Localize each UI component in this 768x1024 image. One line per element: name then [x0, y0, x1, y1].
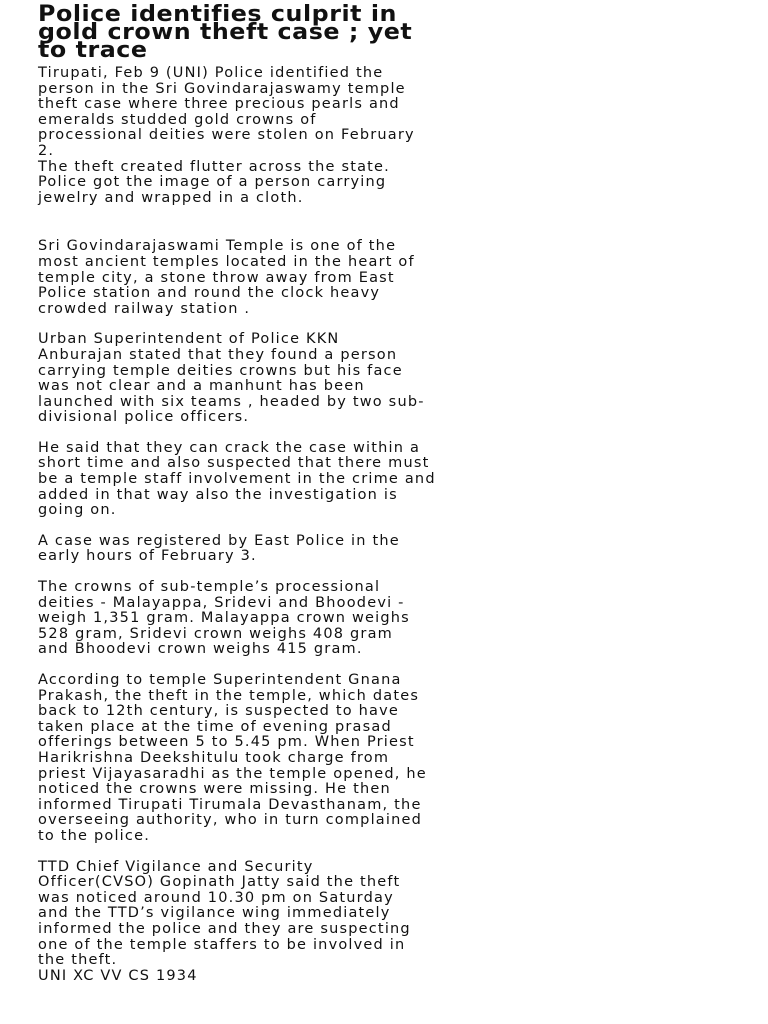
paragraph-line: jewelry and wrapped in a cloth.	[38, 189, 304, 206]
article-headline	[38, 2, 718, 63]
paragraph-line: noticed the crowns were missing. He then	[38, 781, 391, 798]
paragraph-line: most ancient temples located in the heart of	[38, 253, 415, 270]
paragraph-line: be a temple staff involvement in the crime and	[38, 471, 436, 488]
paragraph-line: carrying temple deities crowns but his face	[38, 362, 403, 379]
headline-line: to trace	[38, 38, 148, 63]
article-paragraph	[38, 534, 728, 565]
paragraph-line: added in that way also the investigation is	[38, 486, 398, 503]
paragraph-line: According to temple Superintendent Gnana	[38, 672, 402, 688]
article-paragraph	[38, 66, 728, 206]
paragraph-line: UNI XC VV CS 1934	[38, 967, 198, 984]
paragraph-line: was not clear and a manhunt has been	[38, 378, 365, 395]
paragraph-line: Sri Govindarajaswami Temple is one of the	[38, 238, 397, 255]
paragraph-line: Urban Superintendent of Police KKN	[38, 331, 340, 348]
paragraph-line: Tirupati, Feb 9 (UNI) Police identified the	[38, 65, 384, 81]
paragraph-line: Police station and round the clock heavy	[38, 285, 381, 302]
paragraph-line: TTD Chief Vigilance and Security	[38, 858, 314, 875]
paragraph-line: Anburajan stated that they found a person	[38, 346, 398, 363]
article-paragraph	[38, 580, 728, 658]
paragraph-line: He said that they can crack the case within a	[38, 439, 421, 456]
paragraph-line: back to 12th century, is suspected to have	[38, 703, 400, 720]
paragraph-spacer	[38, 221, 738, 239]
paragraph-line: The crowns of sub-temple’s processional	[38, 579, 381, 596]
paragraph-line: to the police.	[38, 827, 151, 844]
paragraph-line: person in the Sri Govindarajaswamy temple	[38, 80, 406, 97]
paragraph-line: informed the police and they are suspecting	[38, 920, 411, 937]
paragraph-line: The theft created flutter across the state.	[38, 158, 390, 175]
headline-line: Police identifies culprit in	[38, 2, 398, 27]
paragraph-line: one of the temple staffers to be involved in	[38, 936, 406, 953]
paragraph-line: and the TTD’s vigilance wing immediately	[38, 905, 391, 922]
paragraph-line: and Bhoodevi crown weighs 415 gram.	[38, 641, 363, 658]
paragraph-line: crowded railway station .	[38, 300, 251, 317]
paragraph-line: Prakash, the theft in the temple, which dates	[38, 687, 420, 704]
news-article	[38, 2, 738, 999]
paragraph-line: early hours of February 3.	[38, 548, 257, 565]
paragraph-line: emeralds studded gold crowns of	[38, 111, 317, 128]
paragraph-line: offerings between 5 to 5.45 pm. When Priest	[38, 734, 415, 751]
paragraph-line: theft case where three precious pearls and	[38, 96, 400, 113]
article-paragraph	[38, 441, 728, 519]
article-paragraph	[38, 673, 728, 845]
paragraph-line: taken place at the time of evening prasad	[38, 718, 392, 735]
paragraph-line: Harikrishna Deekshitulu took charge from	[38, 749, 390, 766]
paragraph-line: processional deities were stolen on February	[38, 127, 415, 144]
paragraph-line: Police got the image of a person carrying	[38, 174, 387, 191]
paragraph-line: the theft.	[38, 952, 118, 969]
paragraph-line: 528 gram, Sridevi crown weighs 408 gram	[38, 625, 393, 642]
paragraph-line: launched with six teams , headed by two sub-	[38, 393, 425, 410]
paragraph-line: was noticed around 10.30 pm on Saturday	[38, 889, 394, 906]
paragraph-line: priest Vijayasaradhi as the temple opened, he	[38, 765, 427, 782]
paragraph-line: 2.	[38, 142, 55, 159]
article-paragraph	[38, 332, 728, 426]
paragraph-line: temple city, a stone throw away from East	[38, 269, 395, 286]
paragraph-line: Officer(CVSO) Gopinath Jatty said the theft	[38, 874, 401, 891]
paragraph-line: weigh 1,351 gram. Malayappa crown weighs	[38, 610, 410, 627]
headline-line: gold crown theft case ; yet	[38, 20, 413, 45]
paragraph-line: overseeing authority, who in turn complained	[38, 812, 423, 829]
article-paragraph	[38, 860, 728, 985]
paragraph-line: going on.	[38, 502, 117, 519]
paragraph-line: A case was registered by East Police in the	[38, 532, 400, 549]
paragraph-line: informed Tirupati Tirumala Devasthanam, the	[38, 796, 422, 813]
paragraph-line: deities - Malayappa, Sridevi and Bhoodevi -	[38, 594, 405, 611]
article-paragraph	[38, 239, 728, 317]
paragraph-line: short time and also suspected that there must	[38, 455, 430, 472]
paragraph-line: divisional police officers.	[38, 409, 250, 426]
article-body	[38, 66, 738, 984]
